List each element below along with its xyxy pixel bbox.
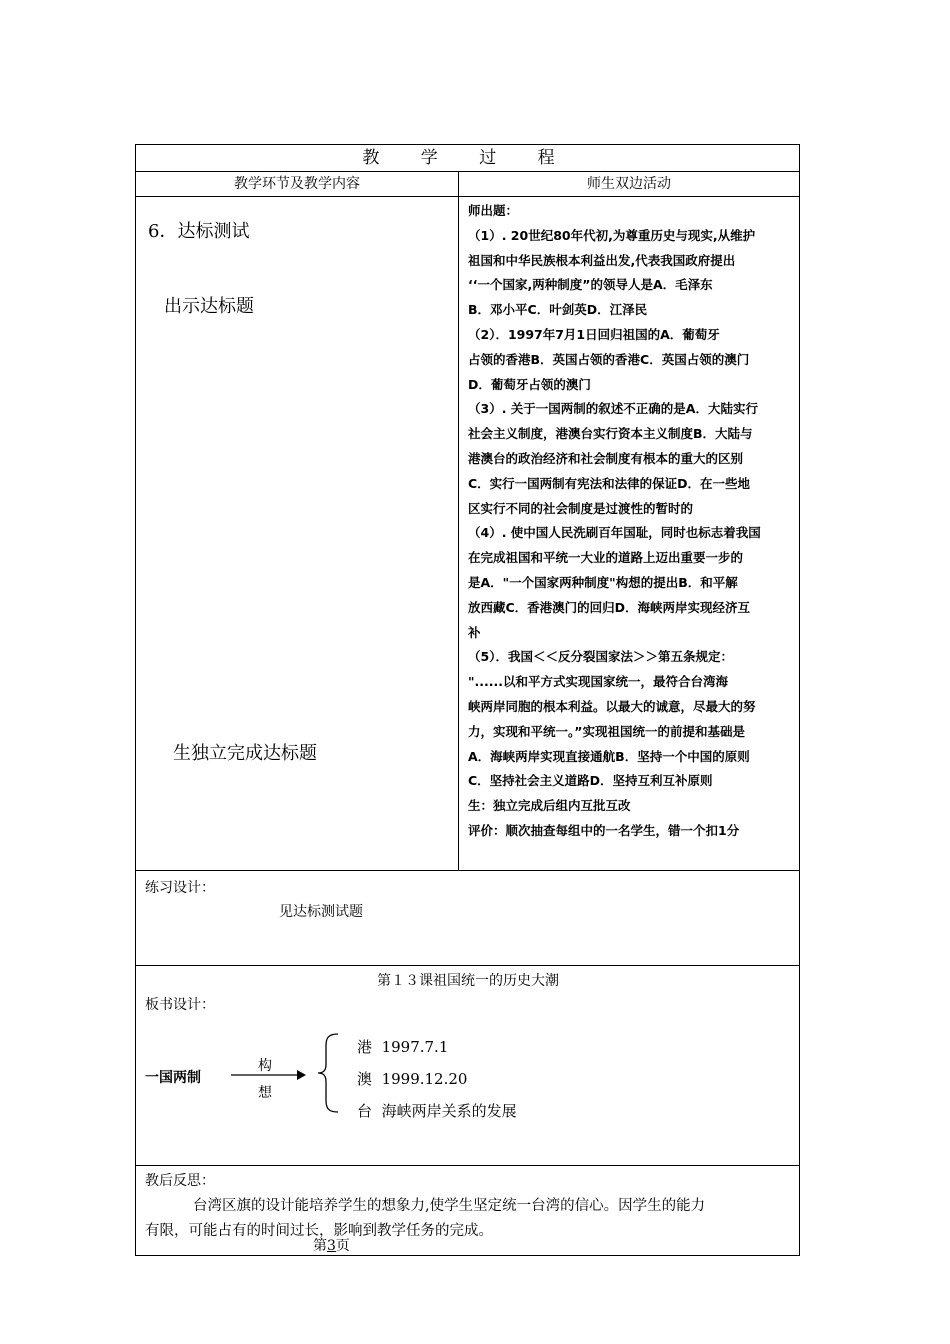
question-line: 社会主义制度，港澳台实行资本主义制度B．大陆与 (468, 426, 753, 442)
arrow-label-top: 构 (258, 1058, 272, 1074)
question-line: （5）．我国＜＜反分裂国家法＞＞第五条规定： (468, 649, 733, 665)
one-country-two-systems: 一国两制 (145, 1070, 201, 1086)
question-line: 生：独立完成后组内互批互改 (468, 798, 631, 814)
board-label: 板书设计： (145, 997, 215, 1013)
question-line: 放西藏C．香港澳门的回归D．海峡两岸实现经济互 (468, 599, 751, 615)
question-line: 占领的香港B．英国占领的香港C．英国占领的澳门 (468, 351, 750, 367)
question-list (468, 199, 791, 844)
question-line: 是A．"一个国家两种制度"构想的提出B．和平解 (468, 574, 738, 590)
question-line: ‘‘一个国家,两种制度”的领导人是A．毛泽东 (468, 277, 713, 293)
student-task-label: 生独立完成达标题 (173, 743, 317, 764)
question-line: 在完成祖国和平统一大业的道路上迈出重要一步的 (468, 550, 744, 566)
reflection-line-1: 台湾区旗的设计能培养学生的想象力,使学生坚定统一台湾的信心。因学生的能力 (193, 1198, 706, 1214)
table-title: 教 学 过 程 (136, 145, 800, 172)
question-line: 师出题： (468, 203, 519, 218)
activity-cell (459, 197, 800, 871)
lesson-table (135, 144, 800, 1256)
board-items (357, 1031, 517, 1127)
lesson-title: 第１３课祖国统一的历史大潮 (377, 973, 559, 989)
show-questions-label: 出示达标题 (164, 296, 254, 317)
teaching-content-cell (136, 197, 459, 871)
column-header-content: 教学环节及教学内容 (136, 172, 459, 197)
question-line: C．坚持社会主义道路D．坚持互利互补原则 (468, 773, 713, 789)
question-line: （2）．1997年7月1日回归祖国的A．葡萄牙 (468, 326, 720, 342)
question-line: （4）. 使中国人民洗刷百年国耻，同时也标志着我国 (468, 525, 761, 541)
question-line: 区实行不同的社会制度是过渡性的暂时的 (468, 500, 694, 516)
question-line: （3）. 关于一国两制的叙述不正确的是A．大陆实行 (468, 401, 758, 417)
section-heading: 6．达标测试 (148, 221, 250, 242)
question-line: （1）. 20世纪80年代初,为尊重历史与现实,从维护 (468, 227, 756, 243)
reflection-label: 教后反思： (145, 1173, 215, 1189)
question-line: D．葡萄牙占领的澳门 (468, 376, 591, 392)
page-number: 第3页 (313, 1238, 350, 1254)
question-line: 港澳台的政治经济和社会制度有根本的重大的区别 (468, 450, 744, 466)
reflection-line-2: 有限，可能占有的时间过长，影响到教学任务的完成。 (145, 1223, 493, 1239)
board-item-taiwan: 台 海峡两岸关系的发展 (357, 1102, 517, 1120)
exercise-label: 练习设计： (145, 880, 215, 896)
board-design-cell (136, 966, 800, 1166)
exercise-cell (136, 871, 800, 966)
question-line: 补 (468, 624, 481, 640)
question-line: "......以和平方式实现国家统一，最符合台湾海 (468, 674, 729, 690)
brace-icon (316, 1032, 342, 1114)
question-line: C．实行一国两制有宪法和法律的保证D．在一些地 (468, 475, 751, 491)
question-line: 评价：顺次抽查每组中的一名学生，错一个扣1分 (468, 822, 740, 838)
arrow-label-bottom: 想 (258, 1085, 272, 1101)
column-header-activity: 师生双边活动 (459, 172, 800, 197)
question-line: 祖国和中华民族根本利益出发,代表我国政府提出 (468, 252, 736, 268)
question-line: 峡两岸同胞的根本利益。以最大的诚意，尽最大的努 (468, 698, 756, 714)
question-line: B．邓小平C．叶剑英D．江泽民 (468, 302, 648, 318)
board-item-hk: 港 1997.7.1 (357, 1038, 449, 1056)
question-line: A．海峡两岸实现直接通航B．坚持一个中国的原则 (468, 748, 750, 764)
reflection-cell (136, 1166, 800, 1256)
board-item-macau: 澳 1999.12.20 (357, 1070, 468, 1088)
question-line: 力，实现和平统一。”实现祖国统一的前提和基础是 (468, 723, 745, 739)
arrow-right-icon (231, 1068, 306, 1082)
exercise-content: 见达标测试题 (279, 904, 363, 920)
